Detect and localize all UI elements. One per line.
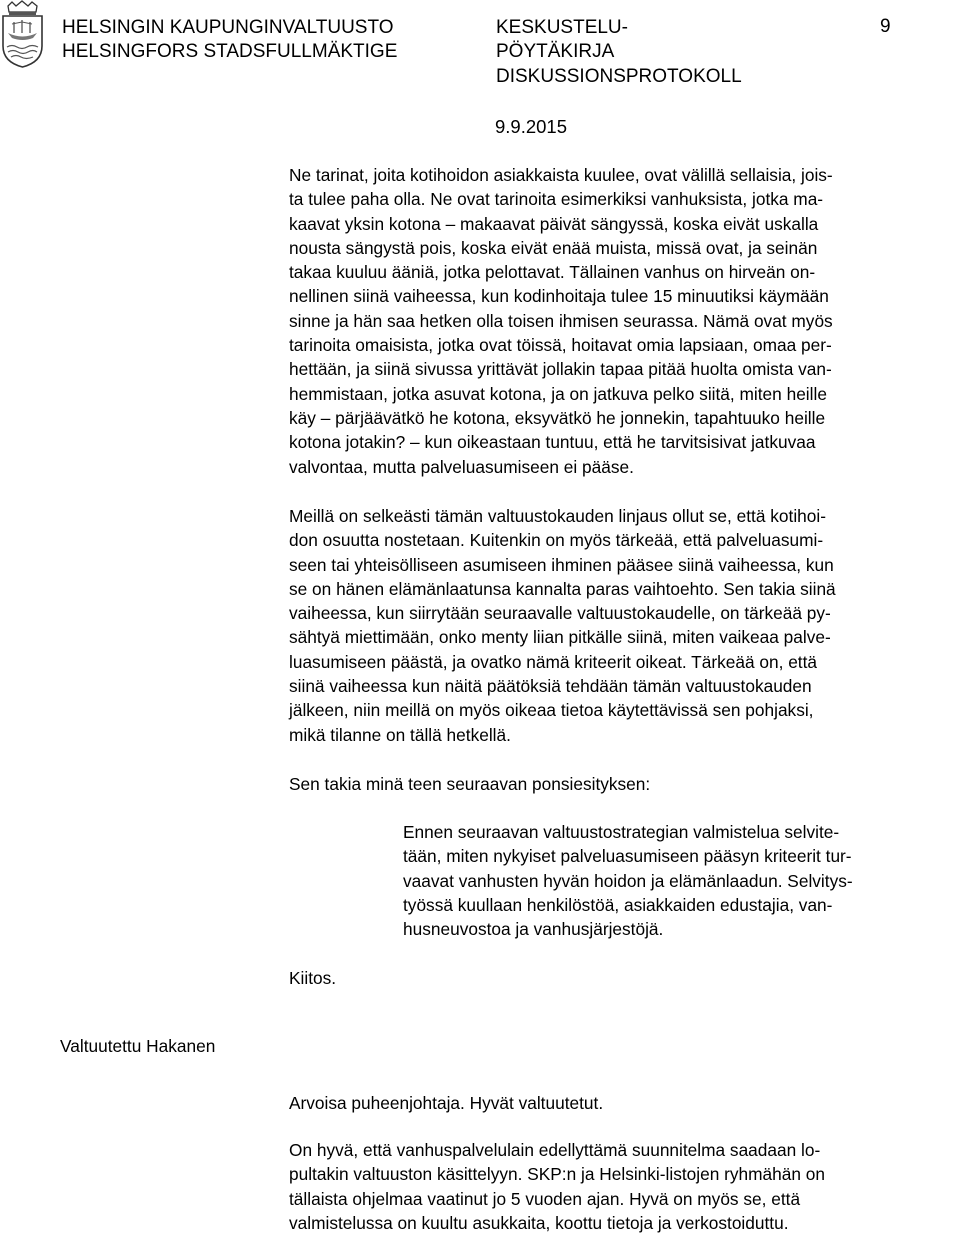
text-line: nellinen siinä vaiheessa, kun kodinhoitaja tulee 15 minuutiksi käymään (289, 286, 829, 307)
text-line: kotona jotakin? – kun oikeastaan tuntuu, että he tarvitsisivat jatkuvaa (289, 432, 816, 453)
text-line: Arvoisa puheenjohtaja. Hyvät valtuutetut. (289, 1093, 604, 1113)
text-line: ta tulee paha olla. Ne ovat tarinoita esimerkiksi vanhuksista, jotka ma- (289, 189, 824, 210)
paragraph-2 (289, 504, 925, 747)
text-line: On hyvä, että vanhuspalvelulain edellyttämä suunnitelma saadaan lo- (289, 1140, 821, 1160)
text-line: siinä vaiheessa kun näitä päätöksiä tehdään tämän valtuustokauden (289, 676, 812, 697)
text-line: tarinoita omaisista, jotka ovat töissä, hoitavat omia lapsiaan, omaa per- (289, 335, 832, 356)
text-line: hettään, ja siinä sivussa yrittävät jollakin tapaa pitää huolta omista van- (289, 359, 832, 380)
text-line: takaa kuuluu ääniä, jotka pelottavat. Tällainen vanhus on hirveän on- (289, 262, 816, 283)
text-line: seen tai yhteisölliseen asumiseen ihminen pääsee siinä vaiheessa, kun (289, 554, 834, 575)
document-date: 9.9.2015 (495, 116, 568, 137)
doc-type-sv: DISKUSSIONSPROTOKOLL (496, 66, 742, 87)
text-line: kaavat yksin kotona – makaavat päivät sängyssä, koska eivät uskalla (289, 213, 819, 234)
text-line: työssä kuullaan henkilöstöä, asiakkaiden edustajia, van- (403, 894, 833, 915)
doc-type-fi-line1: KESKUSTELU- (496, 17, 628, 38)
text-line: nousta sängystä pois, koska eivät enää muista, missä ovat, ja seinän (289, 237, 818, 258)
text-line: sinne ja hän saa hetken olla toisen ihmisen seurassa. Nämä ovat myös (289, 310, 833, 331)
page-number: 9 (880, 16, 891, 37)
text-line: tällaista ohjelmaa vaatinut jo 5 vuoden ajan. Hyvä on myös se, että (289, 1188, 801, 1209)
text-line: hemmistaan, jotka asuvat kotona, ja on jatkuva pelko siitä, miten heille (289, 383, 827, 404)
org-name-fi: HELSINGIN KAUPUNGINVALTUUSTO (62, 17, 394, 38)
text-line: Ne tarinat, joita kotihoidon asiakkaista kuulee, ovat välillä sellaisia, jois- (289, 165, 833, 185)
text-line: Sen takia minä teen seuraavan ponsiesityksen: (289, 774, 651, 794)
speaker-name: Valtuutettu Hakanen (60, 1036, 216, 1056)
text-line: sähtyä miettimään, onko menty liian pitkälle siinä, miten vaikeaa palve- (289, 627, 831, 648)
helsinki-coat-of-arms-logo (0, 0, 45, 68)
text-line: vaiheessa, kun siirrytään seuraavalle valtuustokaudelle, on tärkeää py- (289, 603, 831, 624)
text-line: tään, miten nykyiset palveluasumiseen pääsyn kriteerit tur- (403, 846, 852, 867)
motion-text (403, 820, 923, 941)
text-line: käy – pärjäävätkö he kotona, eksyvätkö he jonnekin, tapahtuuko heille (289, 407, 826, 428)
text-line: valmistelussa on kuultu asukkaita, koottu tietoja ja verkostoiduttu. (289, 1212, 789, 1233)
closing-thanks: Kiitos. (289, 968, 337, 988)
paragraph-6 (289, 1138, 925, 1235)
text-line: Ennen seuraavan valtuustostrategian valmistelua selvite- (403, 822, 840, 842)
text-line: pultakin valtuuston käsittelyyn. SKP:n ja Helsinki-listojen ryhmähän on (289, 1164, 825, 1185)
paragraph-5 (289, 1091, 925, 1115)
text-line: luasumiseen päästä, ja ovatko nämä kriteerit oikeat. Tärkeää on, että (289, 651, 818, 672)
text-line: vaavat vanhusten hyvän hoidon ja elämänlaadun. Selvitys- (403, 870, 853, 891)
doc-type-fi-line2: PÖYTÄKIRJA (496, 41, 615, 62)
text-line: don osuutta nostetaan. Kuitenkin on myös tärkeää, että palveluasumi- (289, 530, 824, 551)
text-line: jälkeen, niin meillä on myös oikeaa tietoa käytettävissä sen pohjaksi, (289, 700, 814, 721)
text-line: Meillä on selkeästi tämän valtuustokauden linjaus ollut se, että kotihoi- (289, 506, 826, 526)
text-line: husneuvostoa ja vanhusjärjestöjä. (403, 919, 664, 940)
text-line: mikä tilanne on tällä hetkellä. (289, 724, 511, 745)
paragraph-1 (289, 163, 925, 479)
org-name-sv: HELSINGFORS STADSFULLMÄKTIGE (62, 41, 398, 62)
text-line: se on hänen elämänlaatunsa kannalta paras vaihtoehto. Sen takia siinä (289, 578, 836, 599)
paragraph-3 (289, 772, 925, 796)
text-line: valvontaa, mutta palveluasumiseen ei pääse. (289, 456, 634, 477)
